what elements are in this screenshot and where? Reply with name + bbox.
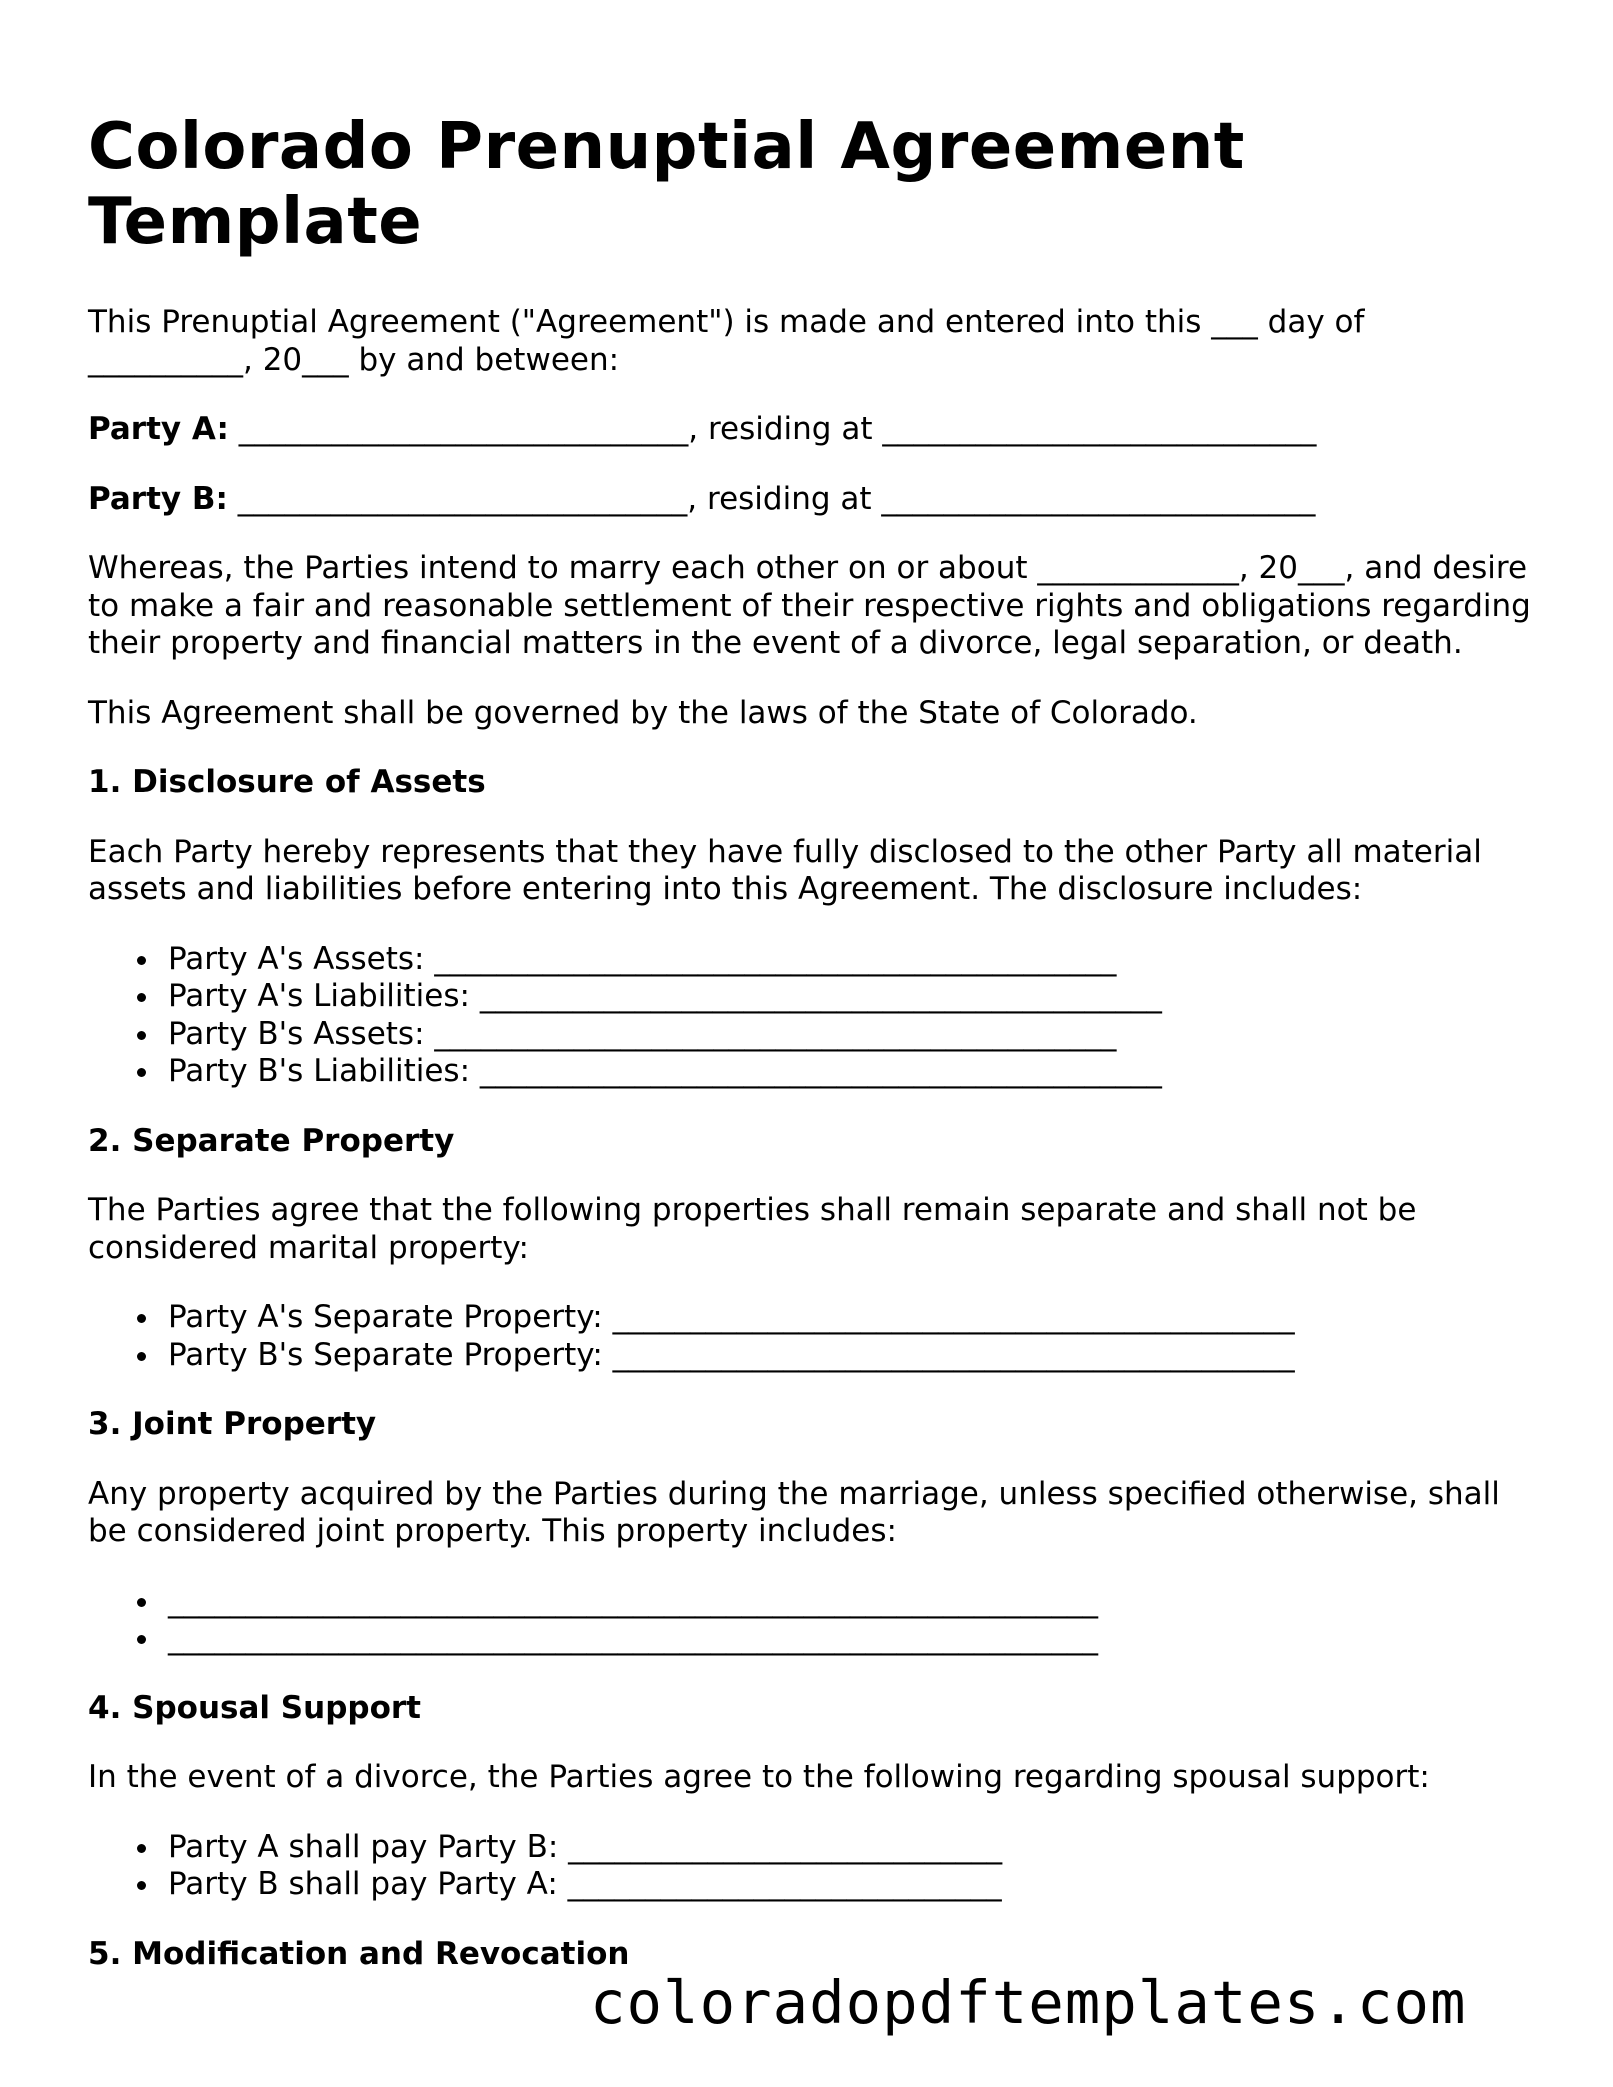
- list-item: Party B's Liabilities: ____________________________________________: [168, 1053, 1538, 1091]
- spousal-support-list: [88, 1829, 1538, 1904]
- governing-law-paragraph: This Agreement shall be governed by the laws of the State of Colorado.: [88, 694, 1198, 731]
- section-heading-modification: 5. Modification and Revocation: [88, 1935, 630, 1972]
- list-item: ____________________________________________________________: [168, 1620, 1538, 1658]
- party-b-label: Party B:: [88, 480, 228, 517]
- section-heading-separate-property: 2. Separate Property: [88, 1122, 455, 1159]
- document-title: Colorado Prenuptial Agreement Template: [88, 110, 1245, 259]
- section-body-disclosure: Each Party hereby represents that they have fully disclosed to the other Party all material assets and liabilities before entering into this Agreement. The disclosure includes:: [88, 833, 1482, 907]
- party-a-label: Party A:: [88, 411, 229, 447]
- list-item: Party A's Assets: ____________________________________________: [168, 941, 1538, 979]
- section-heading-spousal-support: 4. Spousal Support: [88, 1689, 421, 1726]
- intro-paragraph: This Prenuptial Agreement ("Agreement") is made and entered into this ___ day of __________, 20___ by and between:: [88, 304, 1365, 378]
- section-heading-joint-property: 3. Joint Property: [88, 1406, 377, 1442]
- watermark-text: coloradopdftemplates.com: [590, 1968, 1467, 2037]
- section-body-joint-property: Any property acquired by the Parties during the marriage, unless specified otherwise, shall be considered joint property. This property includes:: [88, 1475, 1500, 1549]
- document-page: [88, 110, 1538, 2005]
- party-b-fields: _____________________________, residing at ____________________________: [227, 480, 1316, 517]
- list-item: Party B's Separate Property: ____________________________________________: [168, 1337, 1538, 1375]
- whereas-paragraph: Whereas, the Parties intend to marry each other on or about _____________, 20___, and desire to make a fair and reasonable settlement of their respective rights and obligations regarding their property and financial matters in the event of a divorce, legal separation, or death.: [88, 550, 1531, 661]
- list-item: ____________________________________________________________: [168, 1583, 1538, 1621]
- section-body-separate-property: The Parties agree that the following properties shall remain separate and shall not be considered marital property:: [88, 1192, 1417, 1266]
- section-heading-disclosure: 1. Disclosure of Assets: [88, 764, 486, 800]
- party-b-line: [88, 481, 1538, 519]
- list-item: Party B's Assets: ____________________________________________: [168, 1016, 1538, 1054]
- separate-property-list: [88, 1299, 1538, 1374]
- list-item: Party B shall pay Party A: ____________________________: [168, 1866, 1538, 1904]
- list-item: Party A's Liabilities: ____________________________________________: [168, 978, 1538, 1016]
- disclosure-list: [88, 941, 1538, 1091]
- party-a-line: [88, 411, 1538, 449]
- party-a-fields: _____________________________, residing at ____________________________: [228, 411, 1317, 447]
- section-body-spousal-support: In the event of a divorce, the Parties agree to the following regarding spousal support:: [88, 1759, 1430, 1795]
- joint-property-list: [88, 1583, 1538, 1658]
- list-item: Party A's Separate Property: ____________________________________________: [168, 1299, 1538, 1337]
- list-item: Party A shall pay Party B: ____________________________: [168, 1829, 1538, 1867]
